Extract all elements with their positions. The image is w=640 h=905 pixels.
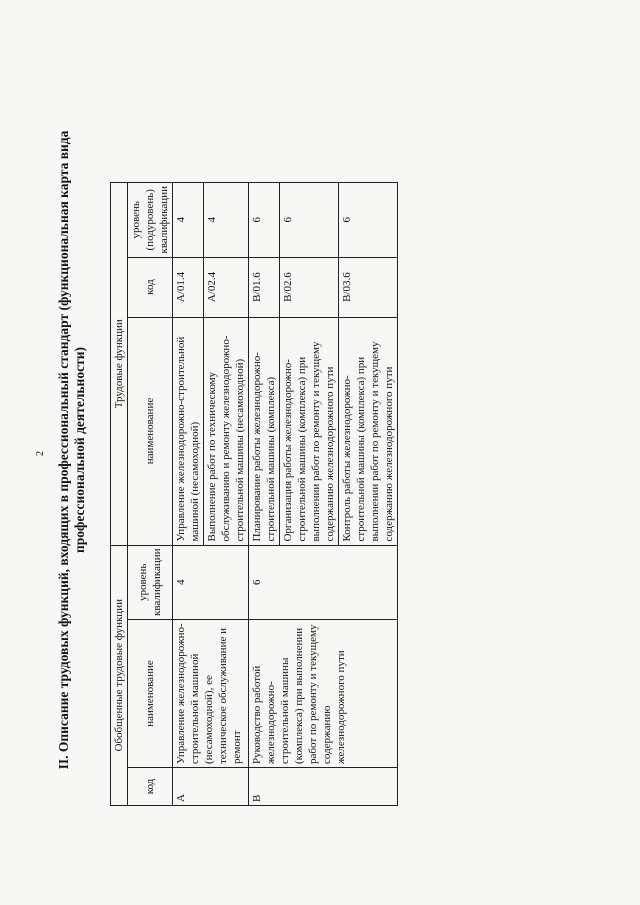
- row-name: Управление железнодорожно-строительной машиной (несамоходной), ее техническое обслуживание и ремонт: [173, 620, 249, 768]
- function-name: Управление железнодорожно-строительной машиной (несамоходной): [173, 317, 204, 545]
- header-generalized: Обобщенные трудовые функции: [111, 545, 128, 805]
- table-row: [173, 183, 204, 806]
- row-level: 4: [173, 545, 249, 619]
- function-name: Организация работы железнодорожно-строительной машины (комплекса) при выполнении работ по ремонту и текущему содержанию железнодорожного пути: [280, 317, 339, 545]
- table-row: [249, 183, 280, 806]
- header-level: уровень квалификации: [128, 545, 173, 619]
- title-line-2: профессиональной деятельности): [72, 347, 87, 553]
- function-level: 6: [280, 183, 339, 257]
- row-code: B: [249, 768, 398, 806]
- function-code: B/01.6: [249, 257, 280, 317]
- header-function-code: код: [128, 257, 173, 317]
- section-title: [56, 50, 90, 850]
- function-name: Выполнение работ по техническому обслуживанию и ремонту железнодорожно-строительной машины (несамоходной): [204, 317, 249, 545]
- header-row-1: [111, 183, 128, 806]
- function-level: 6: [249, 183, 280, 257]
- header-function-name: наименование: [128, 317, 173, 545]
- rotated-page-content: [56, 50, 576, 850]
- function-name: Контроль работы железнодорожно-строительной машины (комплекса) при выполнении работ по ремонту и текущему содержанию железнодорожного пути: [339, 317, 398, 545]
- function-code: B/03.6: [339, 257, 398, 317]
- function-level: 4: [204, 183, 249, 257]
- function-code: A/01.4: [173, 257, 204, 317]
- function-name: Планирование работы железнодорожно-строительной машины (комплекса): [249, 317, 280, 545]
- row-code: A: [173, 768, 249, 806]
- page-number: 2: [35, 451, 46, 456]
- function-level: 4: [173, 183, 204, 257]
- header-row-2: [128, 183, 173, 806]
- function-code: B/02.6: [280, 257, 339, 317]
- header-name: наименование: [128, 620, 173, 768]
- header-function-level: уровень (подуровень) квалификации: [128, 183, 173, 257]
- row-level: 6: [249, 545, 398, 619]
- functional-map-table: [110, 182, 398, 806]
- header-code: код: [128, 768, 173, 806]
- function-level: 6: [339, 183, 398, 257]
- row-name: Руководство работой железнодорожно-строительной машины (комплекса) при выполнении работ по ремонту и текущему содержанию железнодорожного пути: [249, 620, 398, 768]
- function-code: A/02.4: [204, 257, 249, 317]
- header-labor-functions: Трудовые функции: [111, 183, 128, 545]
- title-line-1: II. Описание трудовых функций, входящих в профессиональный стандарт (функциональная карта вида: [56, 130, 71, 770]
